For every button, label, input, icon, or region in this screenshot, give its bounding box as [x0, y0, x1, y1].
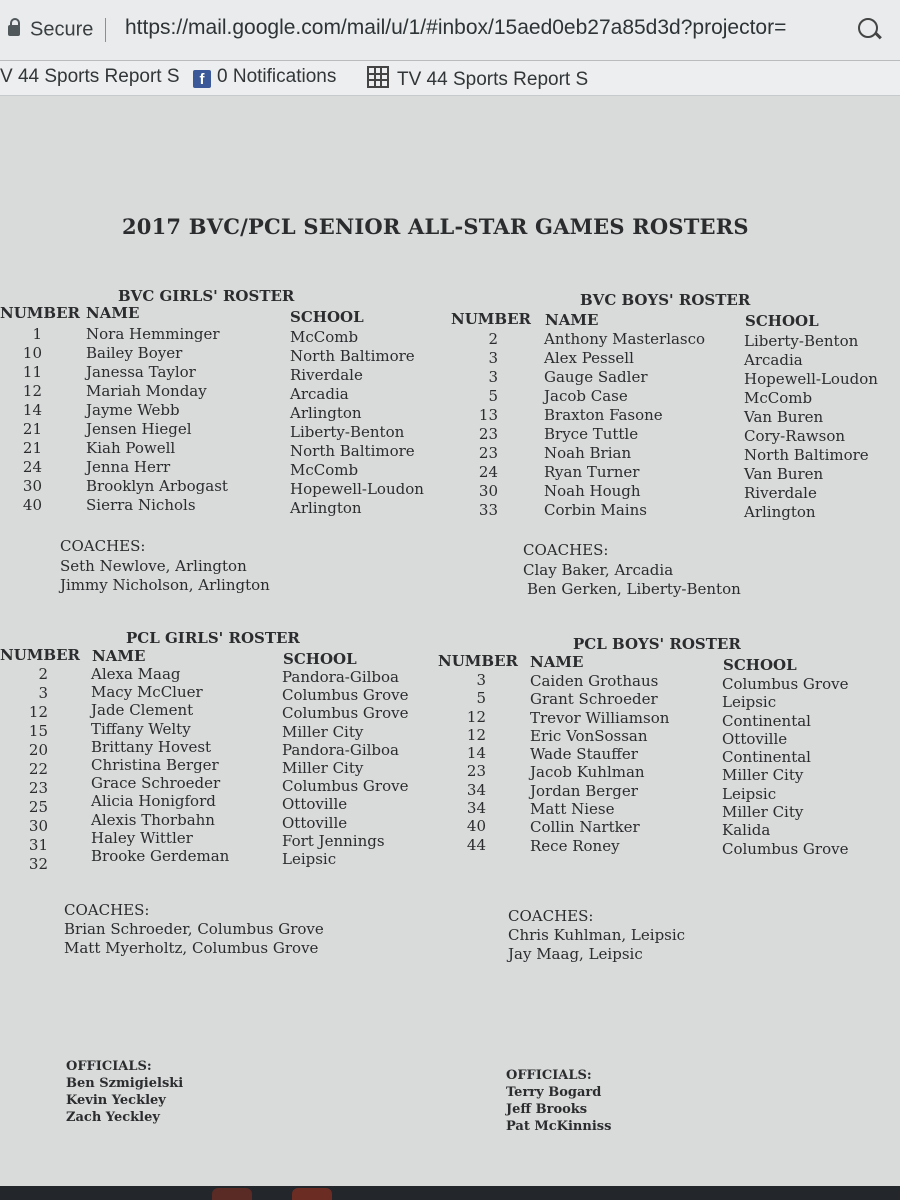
player-name: Ryan Turner: [544, 463, 640, 481]
school-header: SCHOOL: [283, 650, 357, 668]
bookmarks-bar: [0, 61, 900, 96]
bookmark-label: TV 44 Sports Report S: [397, 69, 589, 90]
player-name: Alexa Maag: [91, 665, 181, 683]
player-school: Miller City: [282, 759, 364, 778]
player-school: Columbus Grove: [722, 839, 849, 858]
player-school: Miller City: [722, 803, 804, 822]
pcl-girls-names: [91, 665, 229, 865]
name-header: NAME: [530, 653, 584, 671]
player-number: 30: [22, 477, 42, 495]
player-school: Columbus Grove: [282, 704, 409, 723]
bookmark-notifications[interactable]: [193, 66, 336, 88]
secure-indicator[interactable]: [8, 18, 118, 42]
player-name: Grace Schroeder: [91, 774, 221, 793]
player-number: 3: [476, 671, 486, 689]
officials-label: OFFICIALS:: [506, 1068, 592, 1083]
player-number: 3: [488, 349, 498, 367]
player-number: 22: [28, 760, 48, 778]
player-number: 33: [478, 501, 498, 519]
number-header: NUMBER: [0, 646, 80, 664]
player-name: Jordan Berger: [530, 781, 638, 800]
taskbar-button[interactable]: [292, 1188, 332, 1200]
official: Terry Bogard: [506, 1085, 602, 1100]
player-number: 31: [28, 836, 48, 854]
coaches-label: COACHES:: [508, 907, 594, 925]
player-name: Jade Clement: [91, 701, 194, 720]
bvc-boys-coaches: [523, 541, 741, 600]
search-icon[interactable]: [858, 18, 878, 38]
coach: Clay Baker, Arcadia: [523, 560, 674, 579]
player-name: Tiffany Welty: [91, 719, 191, 738]
player-name: Rece Roney: [530, 836, 620, 855]
school-header: SCHOOL: [290, 308, 364, 326]
player-school: Arcadia: [290, 385, 349, 403]
player-school: Columbus Grove: [722, 675, 849, 693]
player-name: Noah Hough: [544, 482, 641, 500]
bookmark-sports-report-1[interactable]: [0, 66, 180, 88]
player-school: Miller City: [722, 766, 804, 785]
coach: Jay Maag, Leipsic: [508, 945, 643, 963]
coaches-label: COACHES:: [523, 541, 609, 559]
bookmark-label: V 44 Sports Report S: [0, 66, 180, 87]
player-number: 21: [22, 439, 42, 457]
school-header: SCHOOL: [723, 656, 797, 674]
player-number: 23: [478, 425, 498, 443]
lock-icon: [8, 25, 20, 36]
player-name: Collin Nartker: [530, 818, 640, 837]
player-name: Alicia Honigford: [91, 792, 216, 811]
player-number: 10: [22, 344, 42, 362]
coach: Seth Newlove, Arlington: [60, 556, 247, 575]
bookmark-label: 0 Notifications: [217, 66, 337, 87]
player-school: McComb: [290, 461, 359, 479]
document-viewer: [0, 96, 900, 1186]
coach: Matt Myerholtz, Columbus Grove: [64, 939, 319, 957]
player-name: Anthony Masterlasco: [544, 330, 706, 348]
player-school: Arlington: [744, 503, 816, 521]
player-number: 44: [466, 835, 486, 854]
player-number: 15: [28, 722, 48, 740]
player-school: Columbus Grove: [282, 686, 409, 705]
player-number: 21: [22, 420, 42, 438]
player-school: Arcadia: [744, 351, 803, 369]
player-name: Brooklyn Arbogast: [86, 477, 228, 495]
pcl-boys-officials: [506, 1067, 611, 1135]
player-name: Bailey Boyer: [86, 344, 183, 362]
official: Ben Szmigielski: [66, 1076, 184, 1091]
coach: Chris Kuhlman, Leipsic: [508, 926, 686, 944]
address-bar: [0, 0, 900, 61]
player-name: Nora Hemminger: [86, 325, 220, 343]
player-number: 30: [478, 482, 498, 500]
player-number: 20: [28, 741, 48, 759]
taskbar-button[interactable]: [212, 1188, 252, 1200]
player-school: Van Buren: [744, 465, 824, 483]
player-name: Corbin Mains: [544, 501, 647, 519]
player-number: 23: [478, 444, 498, 462]
officials-label: OFFICIALS:: [66, 1059, 152, 1074]
player-number: 14: [22, 401, 42, 419]
player-school: Arlington: [290, 499, 362, 517]
player-name: Brooke Gerdeman: [91, 847, 230, 866]
player-number: 11: [22, 363, 42, 381]
pcl-girls-schools: [282, 668, 408, 868]
player-school: Hopewell-Loudon: [744, 370, 878, 388]
player-number: 3: [38, 684, 48, 702]
divider: [105, 18, 106, 42]
pcl-boys-numbers: [448, 671, 486, 854]
pcl-girls-coaches: [64, 901, 324, 958]
pcl-boys-schools: [722, 675, 848, 858]
player-school: Cory-Rawson: [744, 427, 846, 445]
player-name: Grant Schroeder: [530, 690, 658, 709]
player-school: Van Buren: [744, 408, 824, 426]
player-name: Alex Pessell: [544, 349, 634, 367]
player-school: Riverdale: [290, 366, 363, 384]
player-name: Mariah Monday: [86, 382, 207, 400]
player-name: Matt Niese: [530, 800, 615, 819]
player-name: Jenna Herr: [86, 458, 171, 476]
player-number: 13: [478, 406, 498, 424]
player-name: Jayme Webb: [86, 401, 180, 419]
official: Pat McKinniss: [506, 1119, 612, 1134]
pcl-boys-coaches: [508, 907, 685, 964]
coach: Brian Schroeder, Columbus Grove: [64, 920, 324, 938]
coach: Jimmy Nicholson, Arlington: [60, 576, 270, 594]
grid-icon: [367, 66, 389, 88]
player-number: 12: [466, 725, 486, 744]
bvc-boys-schools: [744, 332, 878, 522]
player-number: 3: [488, 368, 498, 386]
player-number: 12: [28, 703, 48, 721]
player-school: Riverdale: [744, 484, 817, 502]
bvc-girls-schools: [290, 328, 424, 518]
official: Jeff Brooks: [506, 1102, 588, 1117]
player-number: 2: [38, 665, 48, 683]
player-school: Pandora-Gilboa: [282, 668, 399, 686]
player-number: 5: [476, 689, 486, 708]
player-school: Leipsic: [282, 850, 337, 869]
player-number: 24: [22, 458, 42, 476]
player-number: 1: [32, 325, 42, 343]
secure-label: Secure: [30, 18, 94, 41]
player-school: Continental: [722, 711, 811, 730]
name-header: NAME: [545, 311, 599, 329]
player-school: Leipsic: [722, 784, 777, 803]
pcl-girls-title: PCL GIRLS' ROSTER: [126, 629, 300, 647]
player-school: Ottoville: [282, 813, 348, 832]
player-name: Jacob Kuhlman: [530, 763, 645, 782]
page-title: 2017 BVC/PCL SENIOR ALL-STAR GAMES ROSTERS: [122, 214, 749, 239]
player-name: Braxton Fasone: [544, 406, 663, 424]
player-school: Columbus Grove: [282, 777, 409, 796]
number-header: NUMBER: [438, 652, 518, 670]
player-school: North Baltimore: [290, 347, 415, 365]
pcl-boys-title: PCL BOYS' ROSTER: [573, 635, 741, 653]
number-header: NUMBER: [451, 310, 531, 328]
bvc-girls-coaches: [60, 537, 270, 596]
player-number: 2: [488, 330, 498, 348]
bvc-girls-title: BVC GIRLS' ROSTER: [118, 287, 295, 305]
official: Kevin Yeckley: [66, 1093, 166, 1108]
player-name: Jacob Case: [544, 387, 628, 405]
player-number: 32: [28, 855, 48, 873]
player-name: Macy McCluer: [91, 683, 203, 702]
bvc-girls-numbers: [10, 325, 42, 515]
player-school: Leipsic: [722, 693, 777, 712]
player-school: Ottoville: [722, 729, 788, 748]
player-number: 23: [466, 762, 486, 781]
school-header: SCHOOL: [745, 312, 819, 330]
number-header: NUMBER: [0, 304, 80, 322]
player-school: Kalida: [722, 821, 771, 840]
player-name: Haley Wittler: [91, 828, 193, 847]
bvc-boys-title: BVC BOYS' ROSTER: [580, 291, 751, 309]
facebook-icon: f: [193, 70, 211, 88]
player-name: Eric VonSossan: [530, 726, 648, 745]
player-school: Miller City: [282, 722, 364, 741]
taskbar: [0, 1186, 900, 1200]
player-number: 30: [28, 817, 48, 835]
player-school: Liberty-Benton: [290, 423, 405, 441]
player-number: 14: [466, 744, 486, 763]
player-number: 40: [466, 817, 486, 836]
player-name: Janessa Taylor: [86, 363, 196, 381]
player-name: Wade Stauffer: [530, 745, 638, 764]
pcl-girls-officials: [66, 1058, 183, 1126]
player-school: Continental: [722, 748, 811, 767]
player-name: Sierra Nichols: [86, 496, 196, 514]
player-name: Alexis Thorbahn: [91, 810, 215, 829]
pcl-boys-names: [530, 672, 669, 855]
player-name: Caiden Grothaus: [530, 672, 659, 690]
player-name: Jensen Hiegel: [86, 420, 192, 438]
player-number: 34: [466, 780, 486, 799]
name-header: NAME: [86, 304, 140, 322]
bvc-boys-names: [544, 330, 705, 520]
player-school: Ottoville: [282, 795, 348, 814]
player-name: Trevor Williamson: [530, 708, 670, 727]
player-name: Gauge Sadler: [544, 368, 648, 386]
player-school: Pandora-Gilboa: [282, 740, 399, 759]
url-field[interactable]: https://mail.google.com/mail/u/1/#inbox/15aed0eb27a85d3d?projector=: [125, 16, 787, 39]
player-number: 12: [22, 382, 42, 400]
official: Zach Yeckley: [66, 1110, 160, 1125]
player-school: Liberty-Benton: [744, 332, 859, 350]
player-school: Arlington: [290, 404, 362, 422]
player-name: Christina Berger: [91, 756, 219, 775]
bvc-girls-names: [86, 325, 228, 515]
player-name: Bryce Tuttle: [544, 425, 639, 443]
player-school: North Baltimore: [744, 446, 869, 464]
coaches-label: COACHES:: [60, 537, 146, 555]
player-name: Brittany Hovest: [91, 737, 212, 756]
coaches-label: COACHES:: [64, 901, 150, 919]
player-name: Kiah Powell: [86, 439, 176, 457]
player-name: Noah Brian: [544, 444, 632, 462]
player-number: 24: [478, 463, 498, 481]
player-number: 23: [28, 779, 48, 797]
player-number: 25: [28, 798, 48, 816]
player-number: 5: [488, 387, 498, 405]
bvc-boys-numbers: [460, 330, 498, 520]
player-number: 34: [466, 799, 486, 818]
player-number: 40: [22, 496, 42, 514]
player-school: North Baltimore: [290, 442, 415, 460]
player-school: Fort Jennings: [282, 831, 385, 850]
name-header: NAME: [92, 647, 146, 665]
player-school: McComb: [290, 328, 359, 346]
coach: Ben Gerken, Liberty-Benton: [527, 580, 741, 598]
player-number: 12: [466, 707, 486, 726]
player-school: Hopewell-Loudon: [290, 480, 424, 498]
pcl-girls-numbers: [10, 665, 48, 874]
player-school: McComb: [744, 389, 813, 407]
bookmark-sports-report-2[interactable]: [367, 66, 588, 91]
